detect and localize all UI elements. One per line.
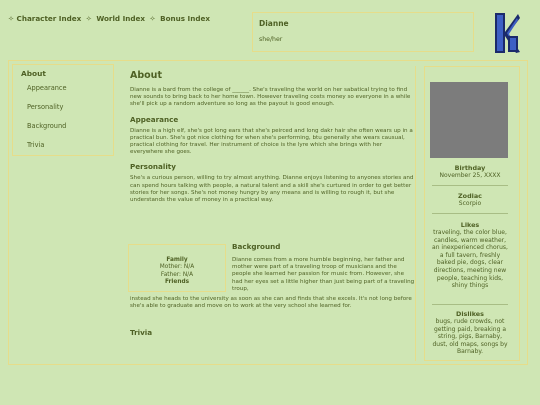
- sidebar-item-personality[interactable]: Personality: [27, 103, 64, 111]
- dislikes-value: bugs, rude crowds, not getting paid, breaking a string, pigs, Barnaby, dust, old maps, songs by Barnaby.: [432, 318, 508, 356]
- logo-icon: [494, 12, 520, 54]
- sidebar-nav: [12, 64, 114, 156]
- appearance-title: Appearance: [130, 114, 179, 124]
- family-card: [128, 244, 226, 292]
- name-header: [252, 12, 474, 52]
- personality-text: She's a curious person, willing to try almost anything. Dianne enjoys listening to anyones stories and can spend hours talking with people, a natural talent and a skill she's curtured in order to get better stories for her songs. She's not money hungry by any means and is willing to rough it, but she understands the value of money in a practical way.: [130, 175, 414, 204]
- background-text-cont: instead she heads to the university as soon as she can and finds that she excels. It's not long before she's able to graduate and move on to work at the very school she learned for.: [130, 296, 412, 310]
- zodiac-label: Zodiac: [458, 192, 482, 200]
- nav-star-icon: ✧: [8, 14, 15, 23]
- nav-star-icon: ✧: [149, 14, 156, 23]
- nav-world-index[interactable]: World Index: [96, 14, 146, 23]
- friends-title: Friends: [164, 278, 190, 285]
- family-mother: Mother: N/A: [159, 264, 195, 271]
- dislikes-label: Dislikes: [456, 310, 484, 318]
- divider: [432, 304, 508, 305]
- sidebar-item-trivia[interactable]: Trivia: [27, 141, 45, 149]
- background-title: Background: [232, 242, 281, 251]
- character-pronouns: she/her: [259, 36, 283, 43]
- main-content: [128, 66, 416, 361]
- background-text-continued: [130, 296, 416, 310]
- sidebar-item-appearance[interactable]: Appearance: [27, 84, 67, 92]
- about-text: Dianne is a bard from the college of ______. She's traveling the world on her sabatical trying to find new sounds to bring back to her home town. However traveling costs money so everyone in a while she'll pick up a random adventure so long as the payout is good enough.: [130, 87, 411, 108]
- family-title: Family: [166, 257, 188, 263]
- birthday-block: [430, 164, 510, 180]
- nav-star-icon: ✧: [85, 14, 92, 23]
- background-text: Dianne comes from a more humble beginning, her father and mother were part of a traveling troop of musicians and the people she learned her passion for music from. However, she had her eyes set a little higher than just being part of a traveling troup,: [232, 257, 415, 292]
- background-section: [232, 242, 416, 293]
- personality-title: Personality: [130, 162, 176, 172]
- top-nav: [8, 14, 210, 23]
- trivia-title: Trivia: [130, 328, 153, 337]
- nav-character-index[interactable]: Character Index: [16, 14, 82, 23]
- birthday-value: November 25, XXXX: [439, 172, 501, 179]
- zodiac-value: Scorpio: [458, 200, 482, 207]
- family-father: Father: N/A: [160, 271, 194, 278]
- sidebar-item-background[interactable]: Background: [27, 122, 67, 130]
- divider: [432, 213, 508, 214]
- likes-label: Likes: [460, 221, 480, 229]
- sidebar-title[interactable]: About: [21, 69, 46, 78]
- nav-bonus-index[interactable]: Bonus Index: [160, 14, 210, 23]
- zodiac-block: [430, 192, 510, 208]
- likes-value: traveling, the color blue, candles, warm weather, an inexperienced chorus, a full tavern, freshly baked pie, dogs, clear directions, meeting new people, teaching kids, shiny things: [432, 229, 508, 290]
- birthday-label: Birthday: [454, 164, 486, 172]
- portrait-image: [430, 82, 508, 158]
- appearance-text: Dianne is a high elf, she's got long ears that she's peirced and long dakr hair she often wears up in a practical bun. She's got nice clothing for when she's performing, btu generally she wears causual, practical clothing for travel. Her instrument of choice is the lyre which she brings with her everywhere she goes.: [130, 127, 413, 156]
- dislikes-block: [430, 310, 510, 356]
- about-title: About: [130, 70, 162, 81]
- character-name: Dianne: [259, 19, 289, 28]
- divider: [432, 185, 508, 186]
- likes-block: [430, 221, 510, 290]
